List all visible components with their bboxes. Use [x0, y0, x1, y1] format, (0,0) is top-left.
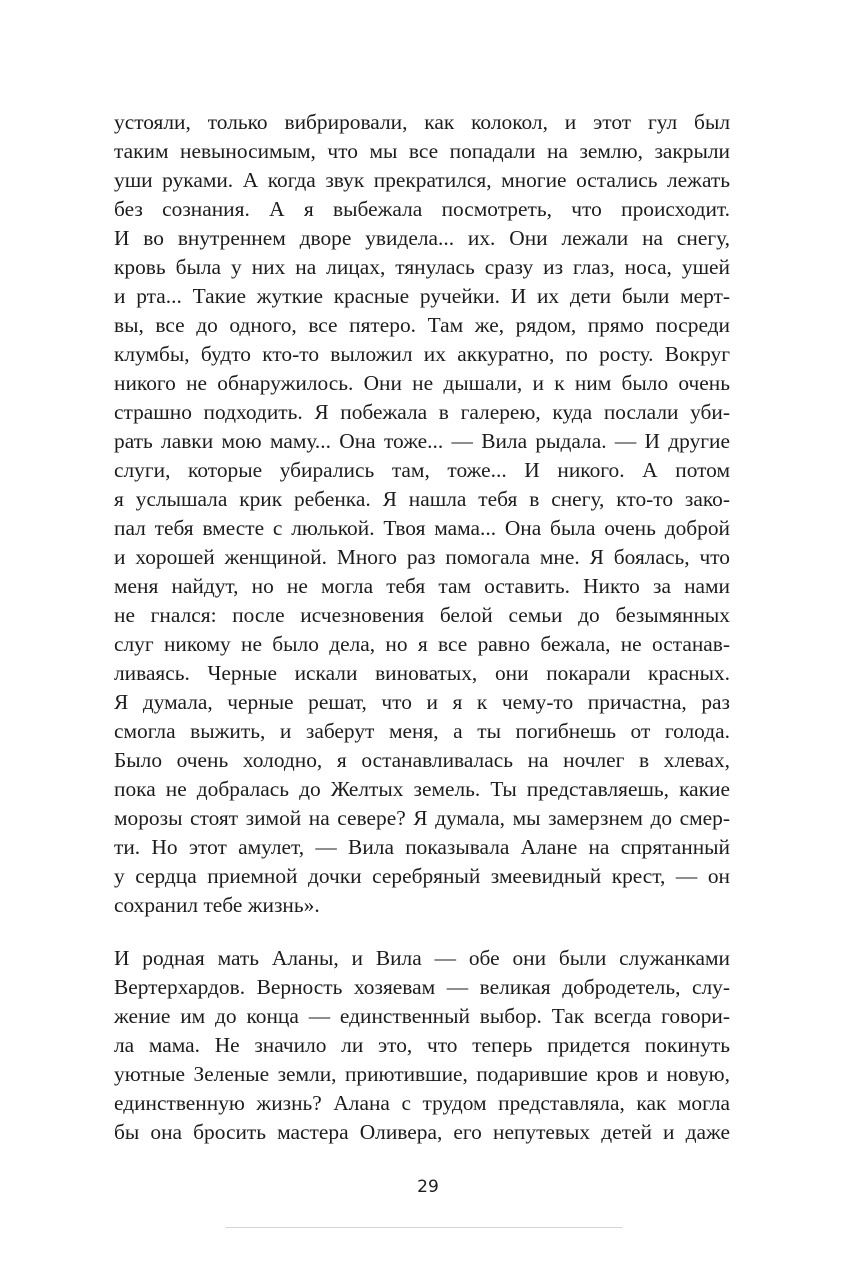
text-line: Было очень холодно, я останавливалась на ночлег в хлевах,	[114, 748, 730, 772]
text-line: пал тебя вместе с люлькой. Твоя мама... Она была очень доброй	[114, 516, 730, 540]
text-line: уютные Зеленые земли, приютившие, подарившие кров и новую,	[114, 1062, 730, 1086]
text-line: бы она бросить мастера Оливера, его непутевых детей и даже	[114, 1120, 730, 1144]
text-line: никого не обнаружилось. Они не дышали, и к ним было очень	[114, 371, 730, 395]
text-line: слуги, которые убирались там, тоже... И никого. А потом	[114, 458, 730, 482]
text-line: единственную жизнь? Алана с трудом представляла, как могла	[114, 1091, 730, 1115]
text-line: у сердца приемной дочки серебряный змеевидный крест, — он	[114, 864, 730, 888]
text-line: сохранил тебе жизнь».	[114, 893, 320, 917]
text-line: морозы стоят зимой на севере? Я думала, мы замерзнем до смер-	[114, 806, 730, 830]
text-line: страшно подходить. Я побежала в галерею, куда послали уби-	[114, 400, 730, 424]
text-line: ла мама. Не значило ли это, что теперь придется покинуть	[114, 1033, 730, 1057]
text-line: И родная мать Аланы, и Вила — обе они были служанками	[114, 946, 730, 970]
text-line: ти. Но этот амулет, — Вила показывала Алане на спрятанный	[114, 835, 730, 859]
text-line: смогла выжить, и заберут меня, а ты погибнешь от голода.	[114, 719, 730, 743]
text-line: клумбы, будто кто-то выложил их аккуратно, по росту. Вокруг	[114, 342, 730, 366]
text-line: я услышала крик ребенка. Я нашла тебя в снегу, кто-то зако-	[114, 487, 730, 511]
text-line: Я думала, черные решат, что и я к чему-то причастна, раз	[114, 690, 730, 714]
page-number: 29	[417, 1177, 439, 1197]
text-line: не гнался: после исчезновения белой семьи до безымянных	[114, 603, 730, 627]
text-line: и рта... Такие жуткие красные ручейки. И их дети были мерт-	[114, 284, 730, 308]
text-line: ливаясь. Черные искали виноватых, они покарали красных.	[114, 661, 730, 685]
text-line: меня найдут, но не могла тебя там оставить. Никто за нами	[114, 574, 730, 598]
text-line: слуг никому не было дела, но я все равно бежала, не останав-	[114, 632, 730, 656]
footer-divider	[226, 1227, 622, 1228]
text-line: кровь была у них на лицах, тянулась сразу из глаз, носа, ушей	[114, 255, 730, 279]
text-line: устояли, только вибрировали, как колокол, и этот гул был	[114, 110, 730, 134]
text-line: И во внутреннем дворе увидела... их. Они лежали на снегу,	[114, 226, 730, 250]
text-line: таким невыносимым, что мы все попадали на землю, закрыли	[114, 139, 730, 163]
text-line: уши руками. А когда звук прекратился, многие остались лежать	[114, 168, 730, 192]
text-line: жение им до конца — единственный выбор. Так всегда говори-	[114, 1004, 730, 1028]
text-line: без сознания. А я выбежала посмотреть, что происходит.	[114, 197, 730, 221]
text-line: Вертерхардов. Верность хозяевам — великая добродетель, слу-	[114, 975, 730, 999]
text-line: вы, все до одного, все пятеро. Там же, рядом, прямо посреди	[114, 313, 730, 337]
text-line: и хорошей женщиной. Много раз помогала мне. Я боялась, что	[114, 545, 730, 569]
text-line: пока не добралась до Желтых земель. Ты представляешь, какие	[114, 777, 730, 801]
text-line: рать лавки мою маму... Она тоже... — Вила рыдала. — И другие	[114, 429, 730, 453]
